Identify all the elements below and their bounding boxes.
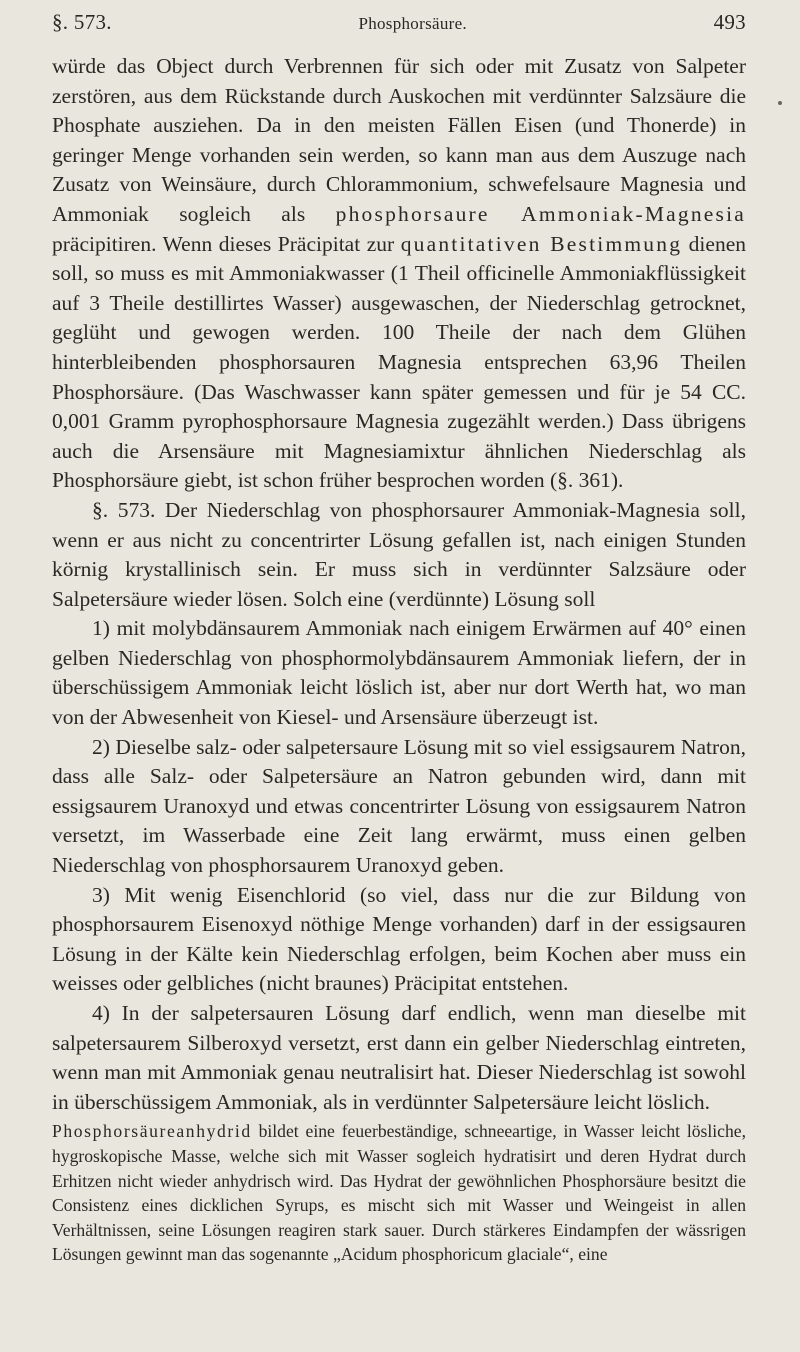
small-paragraph — [52, 1119, 746, 1267]
text-run: bildet eine feuerbeständige, schneeartige, in Wasser leicht lösliche, hygroskopische Masse, welche sich mit Wasser sogleich hydratisirt und deren Hydrat durch Erhitzen nicht wieder anhydrisch wird. Das Hydrat der gewöhnlichen Phosphorsäure besitzt die Consistenz eines dicklichen Syrups, es mischt sich mit Wasser und Weingeist in allen Verhältnissen, seine Lösungen reagiren stark sauer. Durch stärkeres Eindampfen der wässrigen Lösungen gewinnt man das sogenannte „Acidum phosphoricum glaciale“, eine — [52, 1121, 746, 1265]
spaced-emphasis-text: quantitativen Bestimmung — [400, 231, 683, 256]
paragraph — [52, 52, 746, 496]
text-run: 2) Dieselbe salz- oder salpetersaure Lösung mit so viel essigsaurem Natron, dass alle Salz- oder Salpetersäure an Natron gebunden wird, dann mit essigsaurem Uranoxyd und etwas concentrirter Lösung von essigsaurem Natron versetzt, im Wasserbade eine Zeit lang erwärmt, muss einen gelben Niederschlag von phosphorsaurem Uranoxyd geben. — [52, 734, 746, 878]
text-run: würde das Object durch Verbrennen für sich oder mit Zusatz von Salpeter zerstören, aus dem Rückstande durch Auskochen mit verdünnter Salzsäure die Phosphate ausziehen. Da in den meisten Fällen Eisen (und Thonerde) in geringer Menge vorhanden sein werden, so kann man aus dem Auszuge nach Zusatz von Weinsäure, durch Chlorammonium, schwefelsaure Magnesia und Ammoniak sogleich als — [52, 54, 746, 226]
spaced-emphasis-text: phosphorsaure Ammoniak-Magnesia — [335, 201, 747, 226]
text-run: dienen soll, so muss es mit Ammoniakwasser (1 Theil officinelle Ammoniakflüssigkeit auf 3 Theile destillirtes Wasser) ausgewaschen, der Niederschlag getrocknet, geglüht und gewogen werden. 100 Theile der nach dem Glühen hinterbleibenden phosphorsauren Magnesia entsprechen 63,96 Theilen Phosphorsäure. (Das Waschwasser kann später gemessen und für je 54 CC. 0,001 Gramm pyrophosphorsaure Magnesia zugezählt werden.) Dass übrigens auch die Arsensäure mit Magnesiamixtur ähnlichen Niederschlag als Phosphorsäure giebt, ist schon früher besprochen worden (§. 361). — [52, 231, 746, 493]
main-text — [52, 52, 746, 1117]
paragraph — [52, 733, 746, 881]
margin-dot — [778, 101, 782, 105]
running-header — [52, 10, 746, 52]
small-print-paragraph — [52, 1119, 746, 1267]
spaced-emphasis-text: Phosphorsäureanhydrid — [52, 1121, 252, 1142]
paragraph — [52, 999, 746, 1117]
text-run: 4) In der salpetersauren Lösung darf endlich, wenn man dieselbe mit salpetersaurem Silberoxyd versetzt, erst dann ein gelber Niederschlag eintreten, wenn man mit Ammoniak genau neutralisirt hat. Dieser Niederschlag ist sowohl in überschüssigem Ammoniak, als in verdünnter Salpetersäure leicht löslich. — [52, 1001, 746, 1114]
text-run: 3) Mit wenig Eisenchlorid (so viel, dass nur die zur Bildung von phosphorsaurem Eisenoxyd nöthige Menge vorhanden) darf in der essigsauren Lösung in der Kälte kein Niederschlag erfolgen, beim Kochen aber muss ein weisses oder gelbliches (nicht braunes) Präcipitat entstehen. — [52, 882, 746, 996]
section-number: §. 573. — [52, 10, 112, 34]
text-run: §. 573. Der Niederschlag von phosphorsaurer Ammoniak-Magnesia soll, wenn er aus nicht zu concentrirter Lösung gefallen ist, nach einigen Stunden körnig krystallinisch sein. Er muss sich in verdünnter Salzsäure oder Salpetersäure wieder lösen. Solch eine (verdünnte) Lösung soll — [52, 497, 746, 611]
text-run: 1) mit molybdänsaurem Ammoniak nach einigem Erwärmen auf 40° einen gelben Niederschlag von phosphormolybdänsaurem Ammoniak liefern, der in überschüssigem Ammoniak leicht löslich ist, aber nur dort Werth hat, wo man von der Abwesenheit von Kiesel- und Arsensäure überzeugt ist. — [52, 616, 746, 730]
paragraph — [52, 496, 746, 614]
paragraph — [52, 881, 746, 999]
running-title: Phosphorsäure. — [358, 14, 467, 33]
paragraph — [52, 614, 746, 732]
text-run: präcipitiren. Wenn dieses Präcipitat zur — [52, 231, 401, 256]
page-number: 493 — [713, 10, 746, 34]
